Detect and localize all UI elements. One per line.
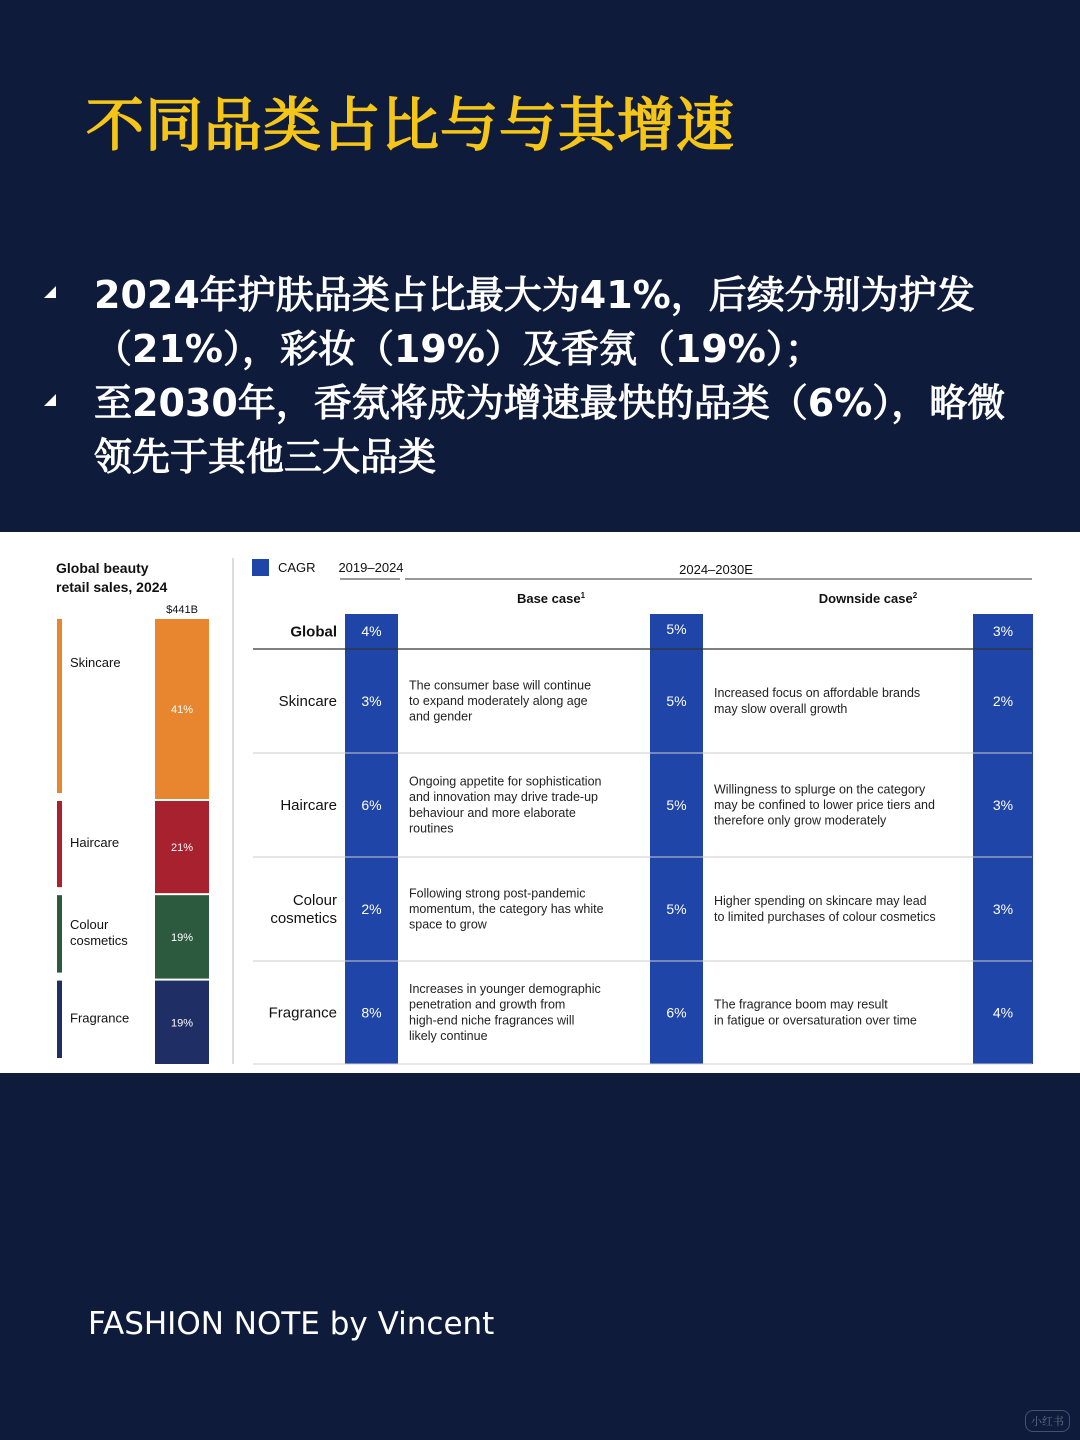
bullet-item bbox=[44, 268, 1034, 376]
cagr-legend-swatch bbox=[252, 559, 269, 576]
bar-value-label: 21% bbox=[170, 842, 194, 855]
cagr-base-value: 5% bbox=[666, 621, 687, 637]
cagr-downside-value: 3% bbox=[992, 797, 1014, 813]
downside-case-text: may be confined to lower price tiers and bbox=[714, 798, 935, 812]
footer-credit: FASHION NOTE by Vincent bbox=[88, 1306, 495, 1342]
row-category-label: Skincare bbox=[278, 693, 337, 710]
base-case-text: and gender bbox=[409, 709, 473, 724]
cagr-downside-value: 3% bbox=[992, 623, 1014, 639]
category-rule bbox=[57, 619, 62, 793]
bar-value-label: 19% bbox=[170, 931, 194, 944]
category-label: Skincare bbox=[70, 655, 121, 670]
downside-case-text: in fatigue or oversaturation over time bbox=[714, 1013, 917, 1028]
base-case-header: Base case$^1$ bbox=[516, 591, 586, 606]
cagr-historic-value: 2% bbox=[361, 901, 382, 917]
base-case-text: Increases in younger demographic bbox=[409, 982, 601, 997]
base-case-text: routines bbox=[409, 821, 454, 836]
base-case-text: momentum, the category has white bbox=[409, 902, 604, 916]
cagr-downside-value: 4% bbox=[992, 1004, 1014, 1021]
base-case-text: to expand moderately along age bbox=[409, 694, 588, 708]
cagr-base-value: 5% bbox=[666, 693, 687, 709]
retail-sales-chart bbox=[56, 560, 209, 1064]
bullet-item bbox=[44, 376, 1034, 484]
base-case-text: space to grow bbox=[409, 917, 487, 932]
base-case-text: behaviour and more elaborate bbox=[409, 805, 576, 820]
cagr-historic-value: 8% bbox=[361, 1004, 382, 1021]
bar-value-label: 41% bbox=[170, 703, 194, 716]
downside-case-text: Increased focus on affordable brands bbox=[714, 686, 921, 701]
bullet-triangle-icon bbox=[44, 286, 56, 298]
bullet-text: 至2030年，香氛将成为增速最快的品类（6%），略微领先于其他三大品类 bbox=[94, 381, 1006, 479]
category-label: Haircare bbox=[70, 835, 120, 851]
category-rule bbox=[57, 801, 62, 887]
row-category-label: Global bbox=[290, 623, 337, 641]
total-label: $441B bbox=[166, 604, 198, 616]
row-category-label: Fragrance bbox=[268, 1004, 337, 1022]
cagr-legend-label: CAGR bbox=[278, 560, 316, 575]
historic-period-label: 2019–2024 bbox=[338, 560, 404, 575]
category-label: Colour bbox=[70, 916, 109, 932]
downside-case-text: Willingness to splurge on the category bbox=[714, 782, 926, 797]
cagr-column bbox=[650, 614, 703, 1064]
category-label: Fragrance bbox=[70, 1010, 130, 1026]
cagr-base-value: 5% bbox=[666, 901, 687, 917]
cagr-table bbox=[252, 559, 1033, 1064]
downside-case-text: The fragrance boom may result bbox=[714, 997, 888, 1012]
downside-case-text: Higher spending on skincare may lead bbox=[714, 894, 927, 909]
bullet-triangle-icon bbox=[44, 394, 56, 406]
base-case-text: high-end niche fragrances will bbox=[409, 1013, 575, 1028]
base-case-text: Following strong post-pandemic bbox=[409, 886, 586, 901]
base-case-text: penetration and growth from bbox=[409, 997, 566, 1012]
row-category-label: Haircare bbox=[280, 797, 337, 814]
chart-title-line-2: retail sales, 2024 bbox=[56, 579, 168, 595]
cagr-historic-value: 3% bbox=[361, 693, 382, 709]
base-case-text: Ongoing appetite for sophistication bbox=[409, 774, 602, 789]
cagr-downside-value: 3% bbox=[992, 901, 1014, 917]
row-category-label: cosmetics bbox=[270, 910, 337, 927]
beauty-sales-chart bbox=[0, 532, 1080, 1073]
bullet-text: 2024年护肤品类占比最大为41%，后续分别为护发（21%），彩妆（19%）及香氛（19%）； bbox=[94, 273, 975, 371]
bar-value-label: 19% bbox=[170, 1017, 194, 1030]
page-title: 不同品类占比与与其增速 bbox=[86, 91, 736, 159]
chart-title: Global beauty bbox=[56, 560, 149, 576]
downside-case-header: Downside case$^2$ bbox=[818, 591, 918, 606]
cagr-base-value: 5% bbox=[666, 797, 687, 813]
category-label: cosmetics bbox=[70, 932, 128, 948]
cagr-base-value: 6% bbox=[666, 1004, 687, 1021]
base-case-text: and innovation may drive trade-up bbox=[409, 790, 599, 805]
cagr-column bbox=[345, 614, 398, 1064]
downside-case-text: therefore only grow moderately bbox=[714, 813, 887, 828]
downside-case-text: to limited purchases of colour cosmetics bbox=[714, 909, 936, 924]
base-case-text: likely continue bbox=[409, 1028, 488, 1043]
forecast-period-label: 2024–2030E bbox=[679, 562, 753, 577]
cagr-historic-value: 6% bbox=[361, 797, 382, 813]
summary-bullets bbox=[44, 268, 1034, 484]
base-case-text: The consumer base will continue bbox=[409, 678, 592, 693]
cagr-downside-value: 2% bbox=[992, 693, 1014, 709]
category-rule bbox=[57, 981, 62, 1058]
downside-case-text: may slow overall growth bbox=[714, 701, 848, 716]
cagr-historic-value: 4% bbox=[361, 623, 382, 639]
chart-panel bbox=[0, 532, 1080, 1073]
row-category-label: Colour bbox=[292, 892, 337, 909]
cagr-column bbox=[973, 614, 1033, 1064]
watermark-logo: 小红书 bbox=[1025, 1410, 1070, 1432]
category-rule bbox=[57, 895, 62, 972]
